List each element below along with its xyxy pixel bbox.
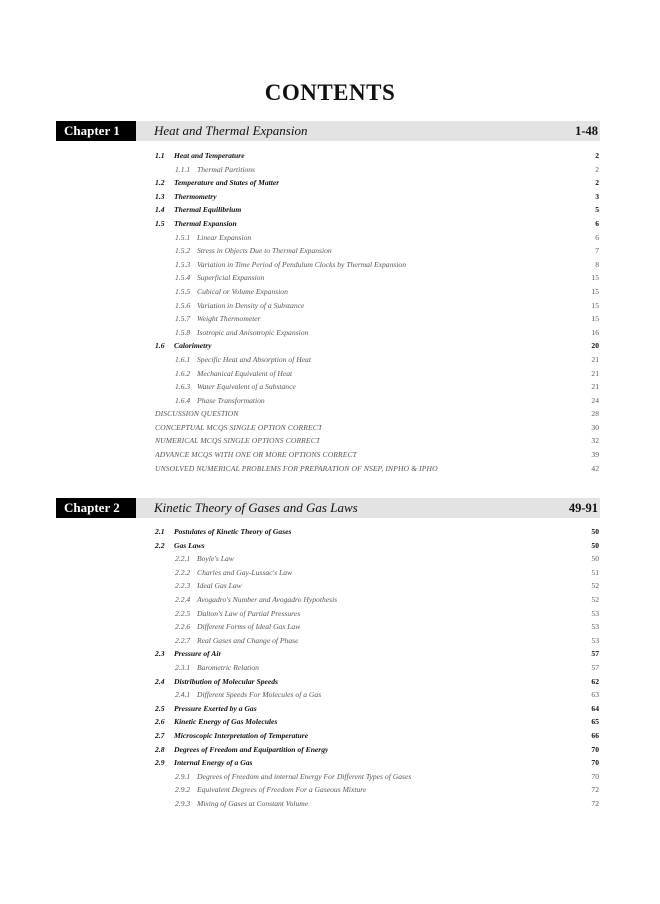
toc-entry[interactable] <box>155 244 599 258</box>
toc-entry-label <box>155 770 411 784</box>
section-title: Degrees of Freedom and internal Energy For Different Types of Gases <box>197 771 412 781</box>
section-title: Pressure of Air <box>174 649 222 659</box>
page-number: 32 <box>591 436 599 446</box>
toc-entry-label <box>155 285 288 299</box>
page-title: CONTENTS <box>264 80 396 105</box>
page-number: 42 <box>591 463 599 473</box>
toc-entry-label <box>155 203 241 217</box>
toc-entry-label <box>155 448 357 462</box>
page-number: 21 <box>591 368 599 378</box>
section-title: CONCEPTUAL MCQS SINGLE OPTION CORRECT <box>155 422 323 432</box>
chapter-page-range: 49-91 <box>568 500 598 515</box>
section-title: DISCUSSION QUESTION <box>155 409 239 419</box>
section-title: Isotropic and Anisotropic Expansion <box>197 327 309 337</box>
section-number: 1.1.1 <box>175 164 191 174</box>
page-number: 20 <box>591 341 599 351</box>
section-number: 1.5.2 <box>175 246 191 256</box>
section-title: Linear Expansion <box>197 232 252 242</box>
toc-entry[interactable] <box>155 552 599 566</box>
toc-entry-label <box>155 661 259 675</box>
section-title: Charles and Gay-Lussac's Law <box>197 567 293 577</box>
toc-entry[interactable] <box>155 688 599 702</box>
toc-entry[interactable] <box>155 715 599 729</box>
section-title: Mixing of Gases at Constant Volume <box>197 798 309 808</box>
page-number: 16 <box>591 327 599 337</box>
page-number: 15 <box>591 300 599 310</box>
section-title: Calorimetry <box>174 341 212 351</box>
section-title: Avogadro's Number and Avogadro Hypothesis <box>197 594 338 604</box>
section-number: 1.6.2 <box>175 368 191 378</box>
toc-entry[interactable] <box>155 797 599 811</box>
section-title: Gas Laws <box>174 540 205 550</box>
toc-entry[interactable] <box>155 312 599 326</box>
toc-entry[interactable] <box>155 434 599 448</box>
page-number: 6 <box>595 218 599 228</box>
page-number: 64 <box>591 703 599 713</box>
chapter-page-range: 1-48 <box>575 123 598 138</box>
toc-entry-label <box>155 367 292 381</box>
toc-entry-label <box>155 163 255 177</box>
section-title: Internal Energy of a Gas <box>174 758 253 768</box>
toc-entry[interactable] <box>155 770 599 784</box>
toc-entry[interactable] <box>155 190 599 204</box>
section-title: Water Equivalent of a Substance <box>197 382 296 392</box>
toc-entry[interactable] <box>155 448 599 462</box>
toc-entry[interactable] <box>155 579 599 593</box>
toc-entry-label <box>155 729 308 743</box>
section-title: ADVANCE MCQS WITH ONE OR MORE OPTIONS CORRECT <box>155 450 357 460</box>
section-number: 1.1 <box>155 151 165 160</box>
section-title: Phase Transformation <box>197 395 265 405</box>
section-number: 1.5.1 <box>175 232 191 242</box>
toc-entry-label <box>155 647 221 661</box>
section-number: 2.3.1 <box>175 662 191 672</box>
page-number: 70 <box>591 771 599 781</box>
section-number: 2.2.2 <box>175 567 191 577</box>
toc-entry[interactable] <box>155 783 599 797</box>
section-title: Heat and Temperature <box>174 151 245 160</box>
section-number: 2.9.1 <box>175 771 191 781</box>
page-number: 57 <box>591 662 599 672</box>
section-number: 2.2.5 <box>175 608 191 618</box>
section-number: 1.5.7 <box>175 314 191 324</box>
section-title: Cubical or Volume Expansion <box>197 286 288 296</box>
section-title: UNSOLVED NUMERICAL PROBLEMS FOR PREPARATION OF NSEP, INPHO & IPHO <box>155 463 438 473</box>
section-title: Thermal Expansion <box>174 218 237 228</box>
section-number: 2.2.4 <box>175 594 191 604</box>
toc-entry[interactable] <box>155 539 599 553</box>
section-number: 1.2 <box>155 178 165 188</box>
toc-entry[interactable] <box>155 702 599 716</box>
toc-entry-label <box>155 634 298 648</box>
section-title: Temperature and States of Matter <box>174 178 280 188</box>
toc-entry-label <box>155 702 257 716</box>
page-number: 15 <box>591 273 599 283</box>
toc-entry-label <box>155 339 212 353</box>
section-title: Different Forms of Ideal Gas Law <box>197 622 301 632</box>
section-title: Microscopic Interpretation of Temperature <box>174 730 309 740</box>
chapter-tag: Chapter 2 <box>56 498 136 518</box>
toc-entry[interactable] <box>155 607 599 621</box>
section-number: 1.5.6 <box>175 300 191 310</box>
page-number: 70 <box>591 758 599 768</box>
toc-entry-label <box>155 539 205 553</box>
toc-entry[interactable] <box>155 149 599 163</box>
page-number: 6 <box>595 232 599 242</box>
section-number: 2.2.6 <box>175 622 191 632</box>
toc-entry-label <box>155 756 252 770</box>
toc-entry[interactable] <box>155 647 599 661</box>
toc-entry-label <box>155 797 308 811</box>
section-number: 2.6 <box>155 717 165 727</box>
page-number: 3 <box>595 191 599 201</box>
section-title: Different Speeds For Molecules of a Gas <box>197 690 322 700</box>
section-title: Equivalent Degrees of Freedom For a Gaseous Mixture <box>197 785 367 795</box>
section-number: 1.6.1 <box>175 354 191 364</box>
section-title: Thermometry <box>174 191 217 201</box>
page-number: 53 <box>591 608 599 618</box>
page-number: 50 <box>591 540 599 550</box>
toc-entry-label <box>155 149 245 163</box>
toc-entry-label <box>155 244 332 258</box>
section-number: 1.6.3 <box>175 382 191 392</box>
section-number: 2.4.1 <box>175 690 191 700</box>
toc-entry[interactable] <box>155 203 599 217</box>
toc-entry-label <box>155 312 261 326</box>
page-number: 2 <box>595 164 599 174</box>
toc-entry-label <box>155 380 296 394</box>
section-title: Real Gases and Change of Phase <box>197 635 299 645</box>
toc-entry[interactable] <box>155 339 599 353</box>
toc-entry-label <box>155 421 322 435</box>
page-number: 66 <box>591 730 599 740</box>
section-title: Variation in Time Period of Pendulum Clocks by Thermal Expansion <box>197 259 407 269</box>
toc-entry-label <box>155 407 239 421</box>
section-title: Pressure Exerted by a Gas <box>174 703 257 713</box>
section-title: Stress in Objects Due to Thermal Expansion <box>197 246 332 256</box>
section-title: Postulates of Kinetic Theory of Gases <box>174 527 292 536</box>
toc-entry-label <box>155 299 304 313</box>
page-number: 53 <box>591 635 599 645</box>
section-number: 1.6 <box>155 341 165 351</box>
toc-entry-label <box>155 176 279 190</box>
section-title: Kinetic Energy of Gas Molecules <box>174 717 278 727</box>
toc-entry[interactable] <box>155 620 599 634</box>
page-number: 8 <box>595 259 599 269</box>
chapter-1-toc <box>155 149 599 475</box>
section-number: 2.9.3 <box>175 798 191 808</box>
section-number: 2.2.3 <box>175 581 191 591</box>
section-title: Superficial Expansion <box>197 273 265 283</box>
toc-entry[interactable] <box>155 271 599 285</box>
page-number: 15 <box>591 286 599 296</box>
toc-entry-label <box>155 715 277 729</box>
section-title: Ideal Gas Law <box>197 581 242 591</box>
section-number: 2.9.2 <box>175 785 191 795</box>
section-title: Thermal Equilibrium <box>174 205 242 215</box>
toc-entry-label <box>155 783 366 797</box>
toc-entry[interactable] <box>155 176 599 190</box>
page-number: 15 <box>591 314 599 324</box>
toc-entry[interactable] <box>155 421 599 435</box>
toc-entry[interactable] <box>155 525 599 539</box>
toc-entry-label <box>155 353 311 367</box>
section-title: Barometric Relation <box>197 662 259 672</box>
toc-entry[interactable] <box>155 634 599 648</box>
toc-entry-label <box>155 675 278 689</box>
page-number: 53 <box>591 622 599 632</box>
section-number: 2.7 <box>155 730 165 740</box>
toc-entry[interactable] <box>155 407 599 421</box>
page-number: 65 <box>591 717 599 727</box>
section-number: 2.2 <box>155 540 165 550</box>
page-number: 7 <box>595 246 599 256</box>
page-number: 28 <box>591 409 599 419</box>
section-title: Distribution of Molecular Speeds <box>174 676 279 686</box>
page-number: 50 <box>591 554 599 564</box>
toc-entry-label <box>155 743 328 757</box>
toc-entry-label <box>155 607 300 621</box>
section-number: 1.4 <box>155 205 165 215</box>
toc-entry-label <box>155 217 237 231</box>
section-number: 2.2.7 <box>175 635 191 645</box>
page-number: 24 <box>591 395 599 405</box>
section-title: Degrees of Freedom and Equipartition of Energy <box>174 744 329 754</box>
toc-entry-label <box>155 566 292 580</box>
toc-entry-label <box>155 462 438 476</box>
page-number: 2 <box>595 151 599 160</box>
section-number: 2.3 <box>155 649 165 659</box>
section-number: 1.5.4 <box>175 273 191 283</box>
chapter-1-header[interactable] <box>56 121 600 141</box>
section-number: 1.5.3 <box>175 259 191 269</box>
toc-entry[interactable] <box>155 380 599 394</box>
toc-entry-label <box>155 258 406 272</box>
toc-entry-label <box>155 190 217 204</box>
section-number: 2.2.1 <box>175 554 191 564</box>
page-number: 70 <box>591 744 599 754</box>
toc-entry[interactable] <box>155 593 599 607</box>
section-title: Specific Heat and Absorption of Heat <box>197 354 311 364</box>
page-number: 21 <box>591 354 599 364</box>
page-number: 39 <box>591 450 599 460</box>
chapter-2-toc <box>155 525 599 810</box>
page-number: 72 <box>591 785 599 795</box>
toc-entry-label <box>155 394 265 408</box>
section-number: 1.5.5 <box>175 286 191 296</box>
section-title: Weight Thermometer <box>197 314 261 324</box>
section-title: Dalton's Law of Partial Pressures <box>197 608 301 618</box>
toc-entry-label <box>155 434 320 448</box>
page-number: 21 <box>591 382 599 392</box>
section-number: 2.8 <box>155 744 165 754</box>
chapter-title: Kinetic Theory of Gases and Gas Laws <box>154 500 358 515</box>
page-number: 52 <box>591 594 599 604</box>
section-number: 2.4 <box>155 676 165 686</box>
page-number: 52 <box>591 581 599 591</box>
toc-entry[interactable] <box>155 566 599 580</box>
toc-entry[interactable] <box>155 326 599 340</box>
toc-entry[interactable] <box>155 743 599 757</box>
section-title: Thermal Partitions <box>197 164 256 174</box>
page-number: 50 <box>591 527 599 536</box>
toc-entry[interactable] <box>155 729 599 743</box>
section-title: Variation in Density of a Substance <box>197 300 305 310</box>
toc-entry-label <box>155 552 234 566</box>
toc-entry[interactable] <box>155 353 599 367</box>
section-number: 1.6.4 <box>175 395 191 405</box>
page-number: 63 <box>591 690 599 700</box>
toc-entry[interactable] <box>155 258 599 272</box>
toc-entry-label <box>155 231 251 245</box>
page-number: 62 <box>591 676 599 686</box>
chapter-title: Heat and Thermal Expansion <box>154 123 308 138</box>
toc-entry[interactable] <box>155 756 599 770</box>
page-number: 51 <box>591 567 599 577</box>
toc-entry[interactable] <box>155 285 599 299</box>
toc-entry-label <box>155 579 242 593</box>
section-number: 1.3 <box>155 191 165 201</box>
page-number: 30 <box>591 422 599 432</box>
section-number: 2.5 <box>155 703 165 713</box>
toc-entry[interactable] <box>155 661 599 675</box>
toc-entry-label <box>155 688 321 702</box>
page-number: 72 <box>591 798 599 808</box>
toc-entry-label <box>155 525 291 539</box>
toc-entry[interactable] <box>155 299 599 313</box>
section-title: Boyle's Law <box>197 554 234 564</box>
toc-entry[interactable] <box>155 217 599 231</box>
section-number: 2.9 <box>155 758 165 768</box>
toc-entry[interactable] <box>155 675 599 689</box>
toc-entry[interactable] <box>155 163 599 177</box>
chapter-2-header[interactable] <box>56 498 600 518</box>
toc-entry[interactable] <box>155 231 599 245</box>
section-title: Mechanical Equivalent of Heat <box>197 368 293 378</box>
toc-entry[interactable] <box>155 462 599 476</box>
section-title: NUMERICAL MCQS SINGLE OPTIONS CORRECT <box>155 436 321 446</box>
toc-entry-label <box>155 326 308 340</box>
section-number: 1.5 <box>155 218 165 228</box>
section-number: 2.1 <box>155 527 165 536</box>
toc-entry[interactable] <box>155 367 599 381</box>
page-number: 2 <box>595 178 599 188</box>
page-number: 5 <box>595 205 599 215</box>
page-number: 57 <box>591 649 599 659</box>
toc-entry[interactable] <box>155 394 599 408</box>
toc-entry-label <box>155 271 264 285</box>
section-number: 1.5.8 <box>175 327 191 337</box>
toc-entry-label <box>155 620 300 634</box>
toc-entry-label <box>155 593 337 607</box>
chapter-tag: Chapter 1 <box>56 121 136 141</box>
